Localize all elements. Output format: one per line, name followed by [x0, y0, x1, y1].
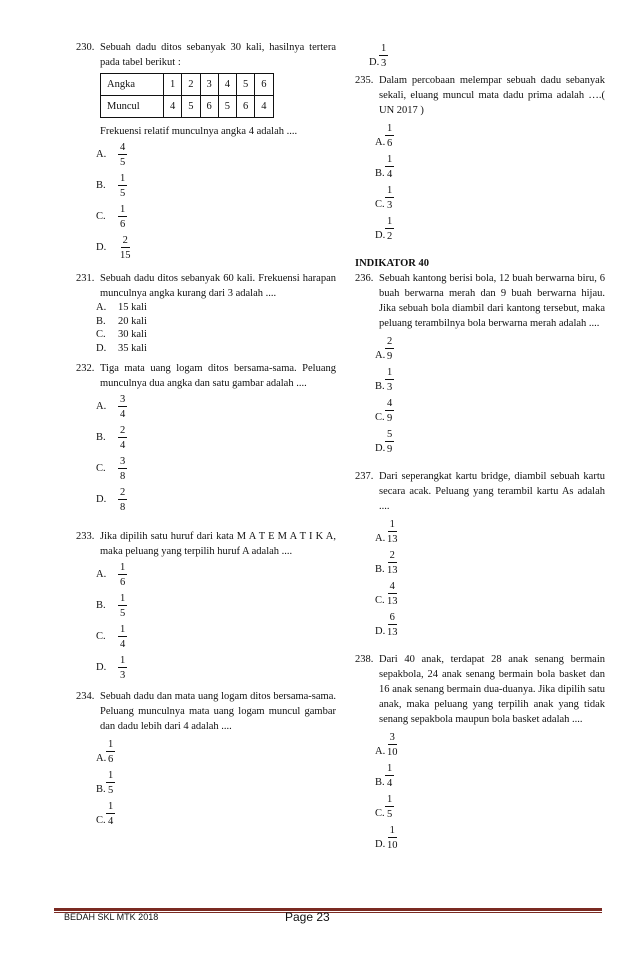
denominator: 4 [120, 638, 126, 650]
option-label: D. [375, 626, 386, 637]
fraction [379, 43, 388, 69]
numerator: 1 [387, 367, 393, 378]
numerator: 1 [108, 801, 114, 812]
page-number: Page 23 [285, 910, 330, 924]
numerator: 1 [387, 763, 393, 774]
option-label: B. [96, 432, 106, 443]
option-a [96, 301, 336, 315]
section-heading: INDIKATOR 40 [355, 258, 429, 269]
option-a [96, 559, 336, 590]
numerator: 6 [389, 612, 395, 623]
question-text: Sebuah dadu ditos sebanyak 30 kali, hasilnya tertera pada tabel berikut : [100, 42, 336, 68]
question-text: Sebuah dadu ditos sebanyak 60 kali. Frekuensi harapan munculnya angka kurang dari 3 adalah .... [100, 273, 336, 299]
option-label: A. [96, 569, 107, 580]
option-d [96, 652, 336, 683]
fraction [118, 425, 127, 451]
denominator: 6 [120, 576, 126, 588]
question-232 [76, 361, 336, 391]
option-c [96, 328, 336, 342]
option-d [96, 484, 336, 515]
question-number: 235. [355, 75, 374, 86]
option-label: C. [96, 631, 106, 642]
fraction [385, 794, 394, 820]
fraction [118, 593, 127, 619]
numerator: 1 [120, 592, 126, 604]
option-b [375, 149, 605, 180]
fraction [385, 732, 400, 758]
numerator: 2 [122, 234, 128, 246]
option-label: A. [375, 350, 386, 361]
denominator: 5 [120, 156, 126, 168]
denominator: 9 [387, 351, 393, 362]
numerator: 1 [387, 185, 393, 196]
option-label: A. [96, 401, 107, 412]
fraction [385, 612, 400, 638]
option-label: C. [375, 412, 385, 423]
option-a [96, 734, 336, 765]
question-235 [355, 73, 605, 118]
option-label: B. [96, 784, 106, 795]
footer-title: BEDAH SKL MTK 2018 [64, 912, 159, 922]
question-text: Dari seperangkat kartu bridge, diambil sebuah kartu secara acak. Peluang yang terambil kartu As adalah .... [379, 471, 605, 512]
option-d [375, 424, 605, 455]
table-cell: 4 [164, 96, 182, 118]
option-label: A. [96, 149, 107, 160]
numerator: 2 [389, 550, 395, 561]
fraction [385, 336, 394, 362]
question-number: 238. [355, 654, 374, 665]
fraction [106, 739, 115, 765]
denominator: 8 [120, 501, 126, 513]
denominator: 9 [387, 444, 393, 455]
question-number: 234. [76, 691, 95, 702]
question-prompt: Frekuensi relatif munculnya angka 4 adalah .... [100, 126, 298, 137]
option-label: C. [96, 211, 106, 222]
option-d [375, 820, 605, 851]
option-d [369, 38, 605, 69]
denominator: 4 [120, 439, 126, 451]
numerator: 1 [387, 216, 393, 227]
table-cell: Muncul [101, 96, 164, 118]
option-d [96, 342, 336, 356]
numerator: 2 [387, 336, 393, 347]
option-a [375, 514, 605, 545]
option-label: C. [375, 808, 385, 819]
denominator: 3 [381, 58, 387, 69]
option-b [375, 362, 605, 393]
table-cell: 5 [237, 74, 255, 96]
option-text: 35 kali [118, 342, 147, 354]
fraction [385, 154, 394, 180]
option-c [96, 201, 336, 232]
option-a [96, 139, 336, 170]
frequency-table [100, 73, 274, 118]
table-row [101, 96, 274, 118]
denominator: 5 [387, 809, 393, 820]
fraction [106, 801, 115, 827]
fraction [118, 487, 127, 513]
question-234 [76, 689, 336, 734]
numerator: 1 [120, 203, 126, 215]
numerator: 1 [389, 519, 395, 530]
option-c [375, 393, 605, 424]
question-238 [355, 652, 605, 727]
numerator: 1 [120, 561, 126, 573]
option-b [96, 765, 336, 796]
option-label: C. [96, 815, 106, 826]
option-text: 20 kali [118, 315, 147, 327]
table-cell: 2 [182, 74, 200, 96]
option-c [375, 180, 605, 211]
fraction [385, 429, 394, 455]
option-label: C. [96, 463, 106, 474]
question-237 [355, 469, 605, 514]
option-a [375, 331, 605, 362]
denominator: 4 [108, 816, 114, 827]
numerator: 1 [389, 825, 395, 836]
numerator: 1 [108, 739, 114, 750]
denominator: 3 [387, 200, 393, 211]
option-label: D. [96, 494, 107, 505]
numerator: 4 [389, 581, 395, 592]
numerator: 1 [387, 123, 393, 134]
numerator: 5 [387, 429, 393, 440]
fraction [385, 550, 400, 576]
fraction [118, 456, 127, 482]
option-label: A. [375, 746, 386, 757]
fraction [118, 142, 127, 168]
table-cell: 3 [200, 74, 218, 96]
fraction [385, 581, 400, 607]
denominator: 3 [120, 669, 126, 681]
denominator: 3 [387, 382, 393, 393]
numerator: 1 [381, 43, 387, 54]
question-text: Tiga mata uang logam ditos bersama-sama. Peluang munculnya dua angka dan satu gambar adalah .... [100, 363, 336, 389]
option-label: D. [96, 342, 107, 354]
question-text: Sebuah dadu dan mata uang logam ditos bersama-sama. Peluang munculnya mata uang logam muncul gambar dan dadu lebih dari 4 adalah .... [100, 691, 336, 732]
option-label: B. [96, 600, 106, 611]
denominator: 10 [387, 840, 398, 851]
option-text: 30 kali [118, 329, 147, 340]
option-c [375, 576, 605, 607]
fraction [385, 216, 394, 242]
question-number: 232. [76, 363, 95, 374]
denominator: 4 [387, 778, 393, 789]
option-label: A. [96, 753, 107, 764]
fraction [385, 398, 394, 424]
option-label: B. [375, 381, 385, 392]
denominator: 6 [120, 218, 126, 230]
question-number: 233. [76, 531, 95, 542]
option-b [96, 422, 336, 453]
option-d [375, 607, 605, 638]
option-b [96, 590, 336, 621]
numerator: 2 [120, 424, 126, 436]
numerator: 1 [387, 154, 393, 165]
option-a [96, 391, 336, 422]
option-label: B. [96, 180, 106, 191]
option-label: D. [369, 57, 380, 68]
question-text: Jika dipilih satu huruf dari kata M A T E M A T I K A, maka peluang yang terpilih huruf A adalah .... [100, 531, 336, 557]
option-label: C. [375, 595, 385, 606]
denominator: 10 [387, 747, 398, 758]
option-label: B. [375, 777, 385, 788]
fraction [118, 204, 127, 230]
denominator: 13 [387, 565, 398, 576]
fraction [118, 235, 133, 261]
table-cell: 6 [200, 96, 218, 118]
denominator: 8 [120, 470, 126, 482]
table-cell: 5 [182, 96, 200, 118]
right-column [355, 38, 605, 851]
numerator: 2 [120, 486, 126, 498]
question-text: Sebuah kantong berisi bola, 12 buah berwarna biru, 6 buah berwarna merah dan 9 buah berwarna hijau. Jika sebuah bola diambil dari kantong tersebut, maka peluang terambilnya bola berwarna merah adalah .... [379, 273, 605, 329]
question-number: 237. [355, 471, 374, 482]
numerator: 3 [120, 455, 126, 467]
table-cell: Angka [101, 74, 164, 96]
table-cell: 6 [237, 96, 255, 118]
table-cell: 4 [218, 74, 236, 96]
fraction [118, 173, 127, 199]
question-231 [76, 271, 336, 301]
option-label: D. [96, 662, 107, 673]
option-label: D. [375, 839, 386, 850]
numerator: 4 [387, 398, 393, 409]
question-230 [76, 40, 336, 70]
option-label: B. [96, 315, 106, 327]
option-d [96, 232, 336, 263]
question-text: Dari 40 anak, terdapat 28 anak senang bermain sepakbola, 24 anak senang bermain bola basket dan 16 anak senang bermain dua-duanya. Jika dipilih satu anak, maka peluang yang terpilih anak yang tidak senang sepakbola maupun bola basket adalah .... [379, 654, 605, 725]
denominator: 5 [120, 607, 126, 619]
denominator: 13 [387, 596, 398, 607]
denominator: 13 [387, 627, 398, 638]
denominator: 2 [387, 231, 393, 242]
fraction [385, 825, 400, 851]
option-text: 15 kali [118, 302, 147, 313]
denominator: 9 [387, 413, 393, 424]
question-number: 230. [76, 42, 95, 53]
option-label: A. [375, 533, 386, 544]
left-column [76, 40, 336, 827]
fraction [385, 185, 394, 211]
option-label: D. [96, 242, 107, 253]
denominator: 6 [108, 754, 114, 765]
numerator: 3 [120, 393, 126, 405]
fraction [118, 394, 127, 420]
option-b [375, 758, 605, 789]
question-text: Dalam percobaan melempar sebuah dadu sebanyak sekali, eluang muncul mata dadu prima adalah ….( UN 2017 ) [379, 75, 605, 116]
fraction [118, 624, 127, 650]
table-cell: 5 [218, 96, 236, 118]
numerator: 1 [120, 654, 126, 666]
numerator: 1 [120, 172, 126, 184]
numerator: 1 [387, 794, 393, 805]
fraction [118, 562, 127, 588]
table-cell: 6 [255, 74, 273, 96]
denominator: 5 [120, 187, 126, 199]
fraction [385, 519, 400, 545]
option-label: C. [375, 199, 385, 210]
option-b [96, 170, 336, 201]
option-label: A. [375, 137, 386, 148]
option-c [96, 453, 336, 484]
numerator: 4 [120, 141, 126, 153]
fraction [385, 123, 394, 149]
option-d [375, 211, 605, 242]
question-number: 231. [76, 273, 95, 284]
denominator: 5 [108, 785, 114, 796]
option-label: B. [375, 168, 385, 179]
table-row [101, 74, 274, 96]
option-label: C. [96, 329, 106, 340]
denominator: 13 [387, 534, 398, 545]
fraction [106, 770, 115, 796]
numerator: 1 [120, 623, 126, 635]
option-b [375, 545, 605, 576]
option-a [375, 118, 605, 149]
numerator: 1 [108, 770, 114, 781]
table-cell: 4 [255, 96, 273, 118]
option-b [96, 315, 336, 329]
option-c [96, 796, 336, 827]
option-label: D. [375, 443, 386, 454]
fraction [118, 655, 127, 681]
option-label: B. [375, 564, 385, 575]
question-number: 236. [355, 273, 374, 284]
numerator: 3 [389, 732, 395, 743]
table-cell: 1 [164, 74, 182, 96]
fraction [385, 763, 394, 789]
question-233 [76, 529, 336, 559]
option-label: D. [375, 230, 386, 241]
question-236 [355, 271, 605, 331]
denominator: 15 [120, 249, 131, 261]
denominator: 6 [387, 138, 393, 149]
option-c [375, 789, 605, 820]
denominator: 4 [387, 169, 393, 180]
option-a [375, 727, 605, 758]
fraction [385, 367, 394, 393]
denominator: 4 [120, 408, 126, 420]
option-label: A. [96, 302, 107, 313]
option-c [96, 621, 336, 652]
